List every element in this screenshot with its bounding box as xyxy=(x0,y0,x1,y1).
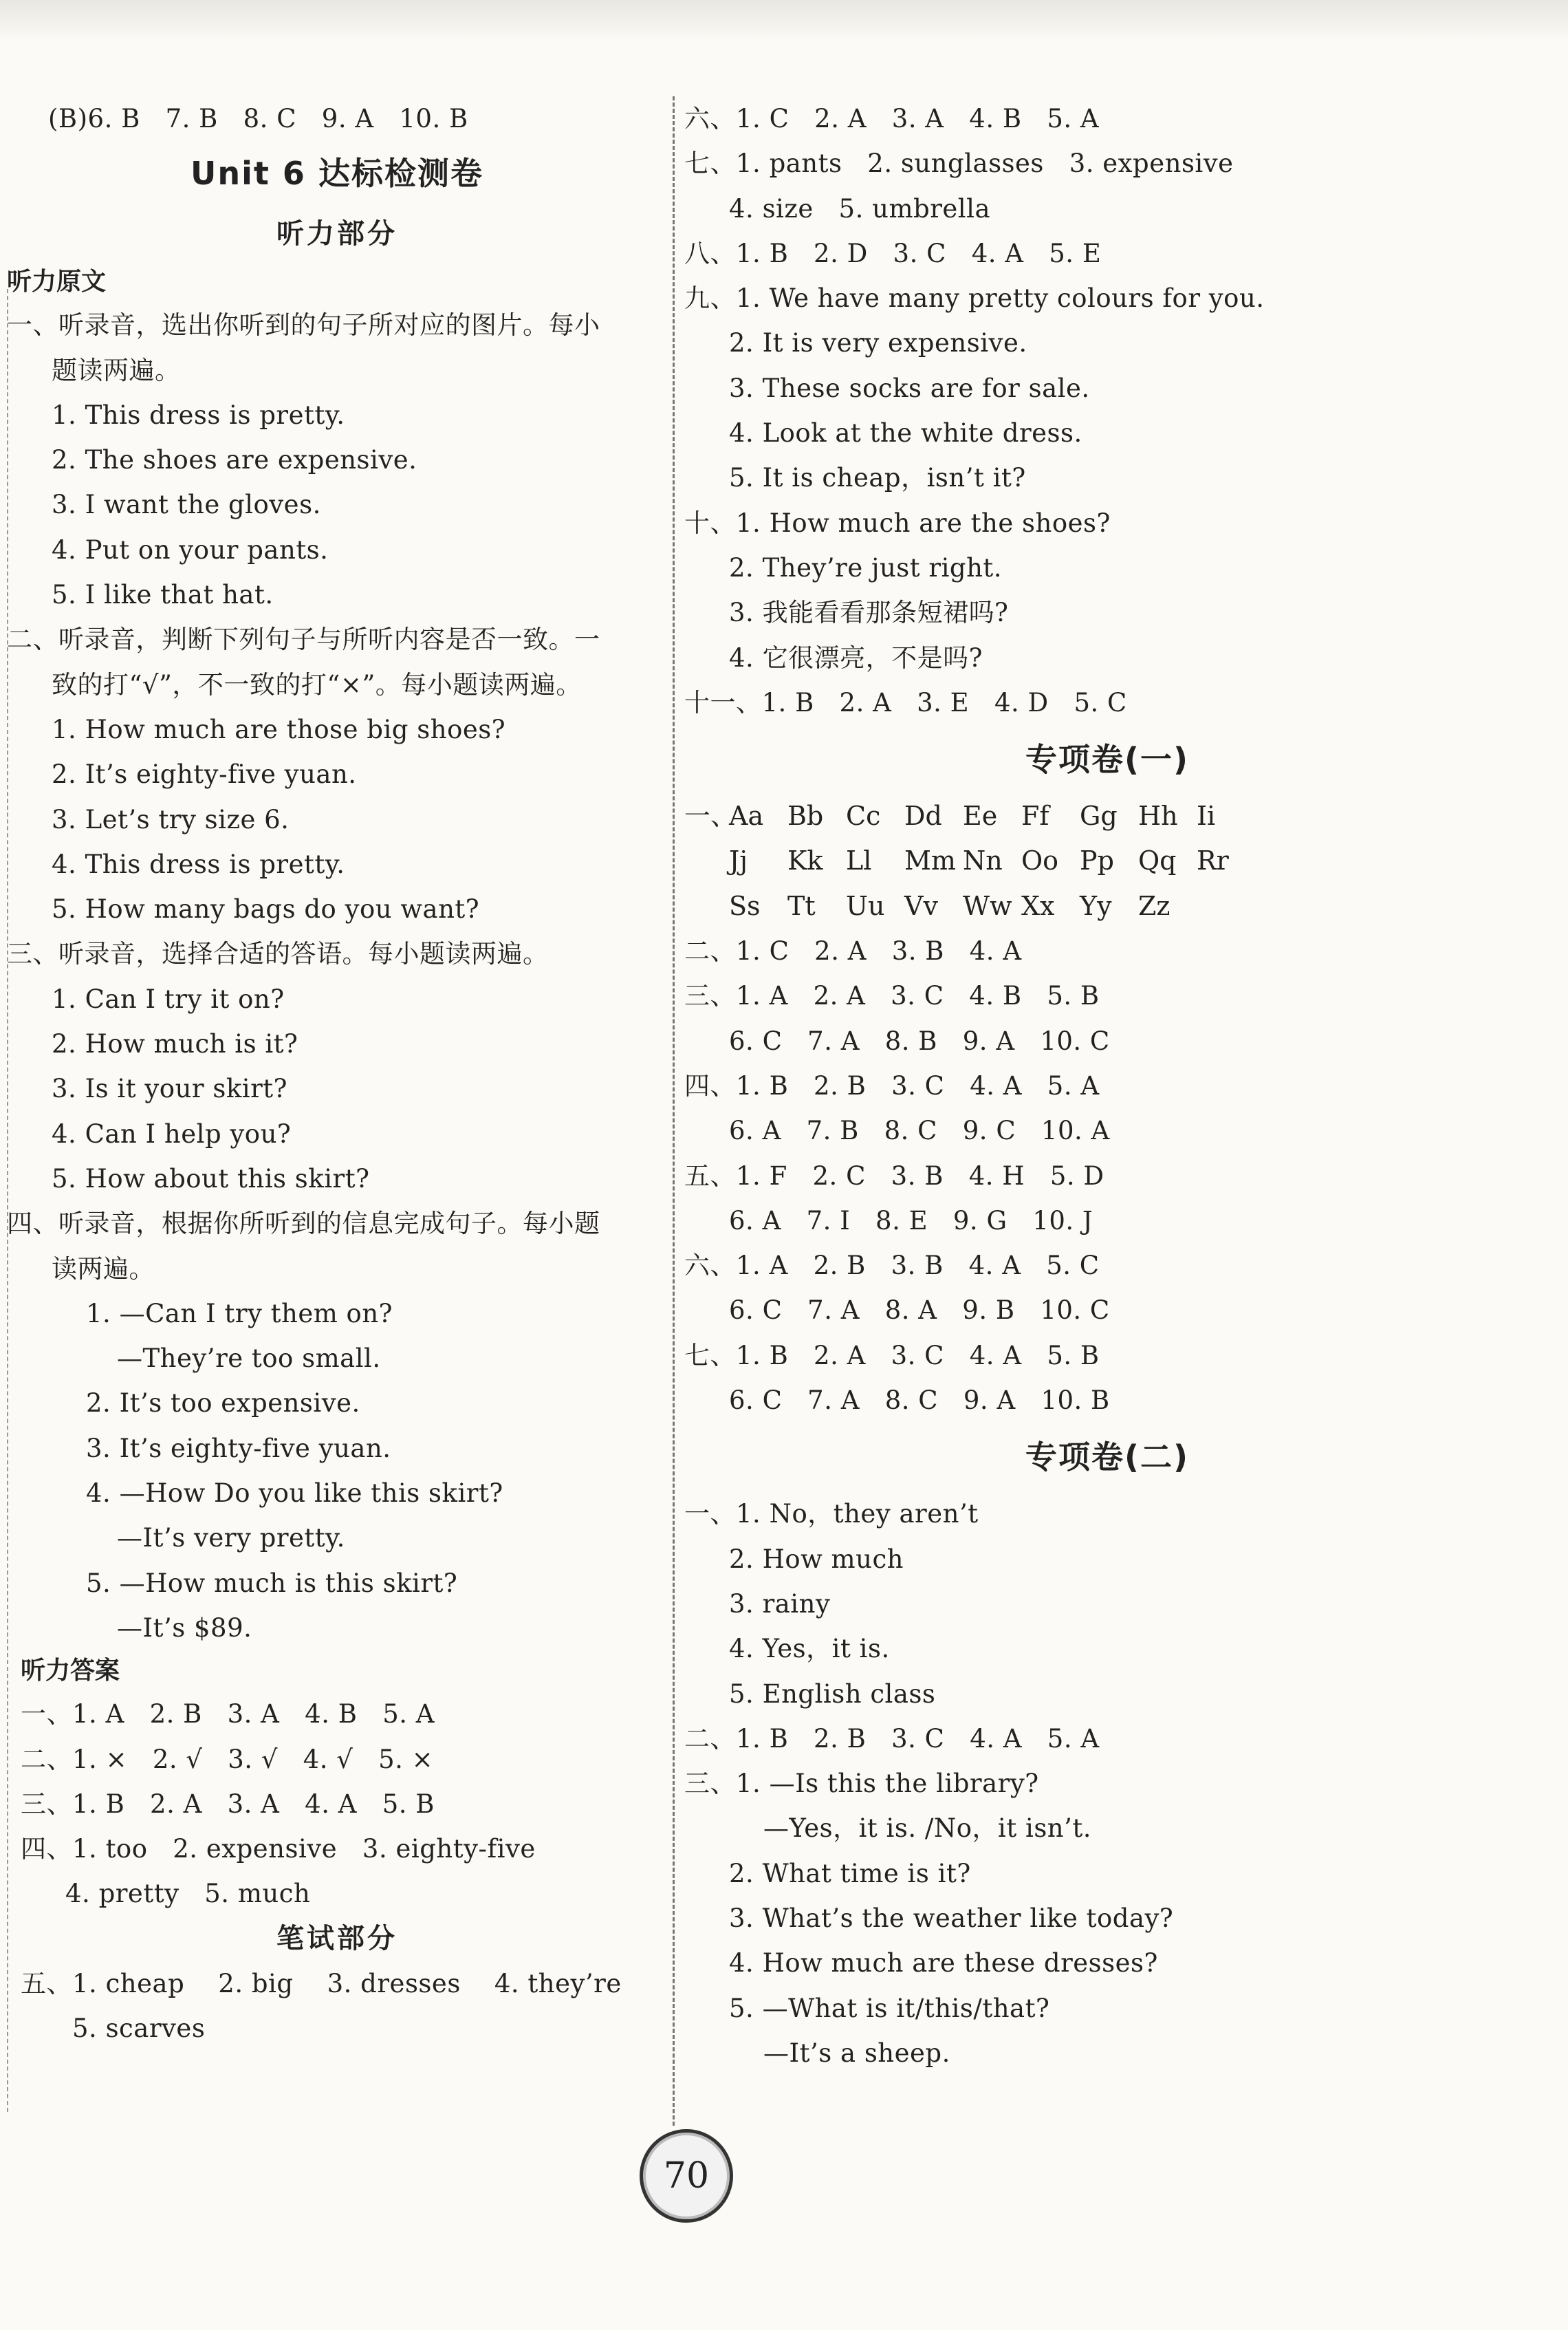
listening-answers-label: 听力答案 xyxy=(21,1657,120,1685)
alphabet-pair: Aa xyxy=(729,801,764,832)
q2-item: 3. Let’s try size 6. xyxy=(52,804,290,834)
listening-section-heading: 听力部分 xyxy=(276,218,398,250)
answer-line: 七、1. pants 2. sunglasses 3. expensive xyxy=(684,149,1234,179)
answer-line: 四、1. too 2. expensive 3. eighty-five xyxy=(21,1834,536,1864)
unit6-title: Unit 6 达标检测卷 xyxy=(190,155,483,193)
alphabet-pair: Oo xyxy=(1021,845,1059,876)
written-section-heading: 笔试部分 xyxy=(276,1922,398,1954)
answer-line: 十、1. How much are the shoes? xyxy=(684,508,1111,538)
alphabet-pair: Ll xyxy=(846,845,872,876)
column-divider xyxy=(673,96,675,2126)
alphabet-pair: Ss xyxy=(729,890,761,921)
answer-line: —It’s a sheep. xyxy=(763,2038,950,2068)
q2-item: 1. How much are those big shoes? xyxy=(52,714,506,744)
alphabet-pair: Dd xyxy=(904,801,942,832)
q3-item: 4. Can I help you? xyxy=(52,1119,292,1149)
q1-prompt: 一、听录音，选出你听到的句子所对应的图片。每小 xyxy=(7,310,600,341)
alphabet-pair: Cc xyxy=(846,801,881,832)
q1-item: 5. I like that hat. xyxy=(52,580,274,610)
answer-line: —Yes，it is. /No，it isn’t. xyxy=(763,1813,1092,1844)
alphabet-row xyxy=(684,839,1530,883)
answer-line: 二、1. × 2. √ 3. √ 4. √ 5. × xyxy=(21,1744,434,1774)
scan-top-shadow xyxy=(0,0,1568,41)
q4-prompt-cont: 读两遍。 xyxy=(52,1253,155,1284)
answer-line: 二、1. B 2. B 3. C 4. A 5. A xyxy=(684,1723,1100,1754)
answer-line: 5. It is cheap，isn’t it? xyxy=(729,463,1026,493)
answer-line: 4. 它很漂亮，不是吗? xyxy=(729,643,983,673)
answer-line: 四、1. B 2. B 3. C 4. A 5. A xyxy=(684,1070,1100,1101)
answer-line: 九、1. We have many pretty colours for you. xyxy=(684,283,1265,314)
alphabet-pair: Vv xyxy=(904,890,938,921)
alphabet-row xyxy=(684,884,1530,929)
alphabet-pair: Ww xyxy=(963,890,1012,921)
alphabet-pair: Bb xyxy=(787,801,824,832)
answer-line: 6. C 7. A 8. B 9. A 10. C xyxy=(729,1026,1110,1056)
q4-item: —It’s $89. xyxy=(117,1612,252,1643)
answer-line: 一、1. A 2. B 3. A 4. B 5. A xyxy=(21,1699,435,1729)
answer-line: 4. size 5. umbrella xyxy=(729,193,991,224)
alphabet-pair: Hh xyxy=(1138,801,1178,832)
answer-line: 3. These socks are for sale. xyxy=(729,373,1090,403)
answer-line: 七、1. B 2. A 3. C 4. A 5. B xyxy=(684,1340,1100,1370)
q1-item: 3. I want the gloves. xyxy=(52,490,321,520)
answer-line: (B)6. B 7. B 8. C 9. A 10. B xyxy=(48,104,468,133)
q1-item: 1. This dress is pretty. xyxy=(52,400,345,430)
q4-item: 5. —How much is this skirt? xyxy=(86,1568,458,1598)
alphabet-pair: Mm xyxy=(904,845,956,876)
answer-line: 4. How much are these dresses? xyxy=(729,1948,1158,1978)
alphabet-pair: Ee xyxy=(963,801,998,832)
q4-prompt: 四、听录音，根据你所听到的信息完成句子。每小题 xyxy=(7,1209,600,1239)
alphabet-pair: Rr xyxy=(1197,845,1229,876)
answer-line: 6. C 7. A 8. C 9. A 10. B xyxy=(729,1385,1110,1416)
alphabet-pair: Kk xyxy=(787,845,823,876)
q3-item: 2. How much is it? xyxy=(52,1029,298,1059)
alphabet-pair: Xx xyxy=(1021,890,1055,921)
answer-line: 五、1. F 2. C 3. B 4. H 5. D xyxy=(684,1161,1104,1191)
right-column xyxy=(684,96,1530,2075)
answer-line: 3. rainy xyxy=(729,1588,831,1619)
q1-item: 2. The shoes are expensive. xyxy=(52,445,417,475)
alphabet-pair: Zz xyxy=(1138,890,1170,921)
q3-item: 5. How about this skirt? xyxy=(52,1163,370,1194)
q4-item: 1. —Can I try them on? xyxy=(86,1298,393,1328)
answer-line: 一、1. No，they aren’t xyxy=(684,1499,979,1529)
answer-line: 4. pretty 5. much xyxy=(65,1879,311,1909)
answer-line: 五、1. cheap 2. big 3. dresses 4. they’re xyxy=(21,1968,622,1998)
alphabet-pair: Ff xyxy=(1021,801,1049,832)
answer-line: 2. It is very expensive. xyxy=(729,328,1027,358)
q4-item: —They’re too small. xyxy=(117,1344,381,1374)
answer-line: 4. Yes，it is. xyxy=(729,1634,890,1664)
alphabet-pair: Qq xyxy=(1138,845,1177,876)
answer-line: 5. scarves xyxy=(72,2013,206,2043)
alphabet-pair: Jj xyxy=(729,845,748,876)
left-column xyxy=(7,96,667,2051)
answer-line: 6. A 7. B 8. C 9. C 10. A xyxy=(729,1116,1110,1146)
answer-line: 2. What time is it? xyxy=(729,1858,971,1888)
q4-item: 2. It’s too expensive. xyxy=(86,1388,360,1419)
alphabet-pair: Yy xyxy=(1080,890,1112,921)
q3-prompt: 三、听录音，选择合适的答语。每小题读两遍。 xyxy=(7,939,549,969)
alphabet-row xyxy=(684,794,1530,839)
q2-prompt-cont: 致的打“√”，不一致的打“×”。每小题读两遍。 xyxy=(52,669,582,700)
q2-item: 5. How many bags do you want? xyxy=(52,894,480,925)
q1-item: 4. Put on your pants. xyxy=(52,535,329,565)
q2-item: 4. This dress is pretty. xyxy=(52,849,345,879)
answer-line: 三、1. A 2. A 3. C 4. B 5. B xyxy=(684,981,1100,1011)
answer-line: 4. Look at the white dress. xyxy=(729,418,1082,449)
alphabet-pair: Tt xyxy=(787,890,816,921)
alphabet-pair: Gg xyxy=(1080,801,1118,832)
listening-script-label: 听力原文 xyxy=(7,268,107,296)
answer-line: 十一、1. B 2. A 3. E 4. D 5. C xyxy=(684,687,1127,718)
q2-item: 2. It’s eighty-five yuan. xyxy=(52,759,357,790)
answer-line: 六、1. C 2. A 3. A 4. B 5. A xyxy=(684,104,1100,133)
answer-line: 6. A 7. I 8. E 9. G 10. J xyxy=(729,1205,1093,1236)
answer-line: 三、1. —Is this the library? xyxy=(684,1769,1039,1799)
q4-item: 4. —How Do you like this skirt? xyxy=(86,1478,503,1509)
q3-item: 1. Can I try it on? xyxy=(52,984,285,1014)
answer-line: 三、1. B 2. A 3. A 4. A 5. B xyxy=(21,1789,435,1819)
alphabet-pair: Pp xyxy=(1080,845,1114,876)
answer-line: 3. What’s the weather like today? xyxy=(729,1903,1174,1933)
q4-item: 3. It’s eighty-five yuan. xyxy=(86,1433,391,1463)
alphabet-pair: Nn xyxy=(963,845,1003,876)
alphabet-prefix: 一、 xyxy=(684,801,737,832)
answer-line: 2. How much xyxy=(729,1544,904,1574)
q2-prompt: 二、听录音，判断下列句子与所听内容是否一致。一 xyxy=(7,625,600,655)
answer-line: 3. 我能看看那条短裙吗? xyxy=(729,598,1009,628)
answer-line: 2. They’re just right. xyxy=(729,552,1003,583)
answer-line: 5. English class xyxy=(729,1679,936,1709)
alphabet-pair: Ii xyxy=(1197,801,1216,832)
alphabet-pair: Uu xyxy=(846,890,885,921)
answer-line: 八、1. B 2. D 3. C 4. A 5. E xyxy=(684,238,1102,268)
answer-line: 6. C 7. A 8. A 9. B 10. C xyxy=(729,1295,1110,1326)
page-number: 70 xyxy=(640,2129,733,2223)
q3-item: 3. Is it your skirt? xyxy=(52,1074,287,1104)
special-paper-2-title: 专项卷(二) xyxy=(1025,1438,1190,1476)
q1-prompt-cont: 题读两遍。 xyxy=(52,355,181,385)
answer-line: 二、1. C 2. A 3. B 4. A xyxy=(684,936,1022,967)
special-paper-1-title: 专项卷(一) xyxy=(1025,741,1190,779)
q4-item: —It’s very pretty. xyxy=(117,1523,345,1553)
answer-line: 六、1. A 2. B 3. B 4. A 5. C xyxy=(684,1251,1100,1281)
answer-line: 5. —What is it/this/that? xyxy=(729,1993,1050,2023)
